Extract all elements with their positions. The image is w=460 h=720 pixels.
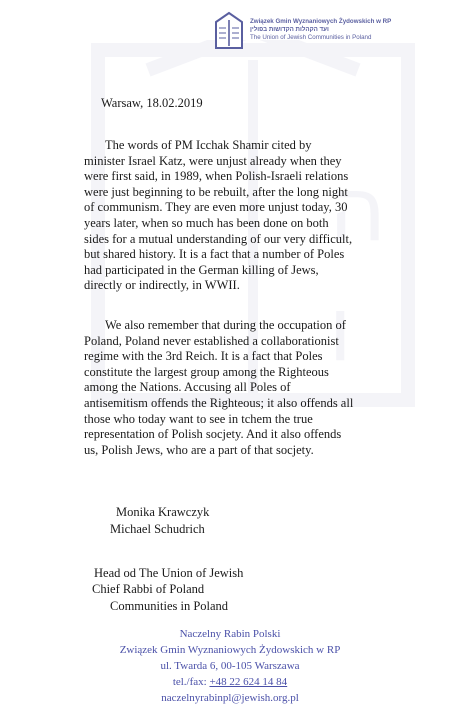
paragraph-line: The words of PM Icchak Shamir cited by [105,138,312,152]
paragraph-line: antisemitism offends the Righteous; it also offends all [84,395,354,410]
footer-email[interactable]: naczelnyrabinpl@jewish.org.pl [161,692,299,704]
footer-org: Związek Gmin Wyznaniowych Żydowskich w RP [119,644,341,656]
signatory-name-1: Monika Krawczyk [116,505,210,519]
footer-phone-label: tel./fax: [172,676,210,688]
paragraph-1 [84,138,374,294]
letterhead-org-english: The Union of Jewish Communities in Poland [250,34,372,41]
svg-text:ה: ה [328,157,387,262]
paragraph-line: but shared history. It is a fact that a number of Poles [84,247,345,262]
paragraph-line: We also remember that during the occupation of [105,318,346,332]
letterhead-org-polish: Związek Gmin Wyznaniowych Żydowskich w RP [250,18,392,25]
paragraph-line: directly or indirectly, in WWII. [84,278,240,293]
letter-footer [0,626,460,706]
paragraph-line: Poland, Poland never established a collaborationist [84,333,339,348]
paragraph-line: among the Nations. Accusing all Poles of [84,380,291,395]
paragraph-line: regime with the 3rd Reich. It is a fact that Poles [84,349,323,364]
paragraph-line: were just beginning to be rebuilt, after the long night [84,184,348,199]
svg-text:ו: ו [328,277,353,382]
signatory-title-2: Chief Rabbi of Poland [92,582,205,596]
paragraph-line: constitute the largest group among the Righteous [84,364,329,379]
paragraph-line: those who today want to see in tchem the true [84,411,313,426]
paragraph-line: had participated in the German killing of Jews, [84,262,319,277]
footer-phone-link[interactable]: +48 22 624 14 84 [209,676,288,688]
footer-title: Naczelny Rabin Polski [179,628,281,640]
paragraph-line: us, Polish Jews, who are a part of that socjety. [84,442,314,457]
letterhead [213,10,453,52]
signatory-name-2: Michael Schudrich [110,522,205,536]
paragraph-line: representation of Polish socjety. And it also offends [84,427,342,442]
paragraph-line: minister Israel Katz, were unjust already when they [84,153,342,168]
footer-phone-line [0,674,460,690]
letter-date: Warsaw, 18.02.2019 [101,96,203,110]
tablets-logo-icon [213,10,245,50]
paragraph-2 [84,318,374,458]
letterhead-org-hebrew: ועד הקהלות הקדושות בפולין [250,26,329,33]
signatory-title-3: Communities in Poland [110,599,229,613]
paragraph-line: years later, when so much has been done on both [84,215,329,230]
paragraph-line: sides for a mutual understanding of our very difficult, [84,231,353,246]
signatory-title-1: Head od The Union of Jewish [94,566,244,580]
footer-address: ul. Twarda 6, 00-105 Warszawa [160,660,300,672]
paragraph-line: were first said, in 1989, when Polish-Israeli relations [84,169,349,184]
paragraph-line: of communism. They are even more unjust today, 30 [84,200,348,215]
